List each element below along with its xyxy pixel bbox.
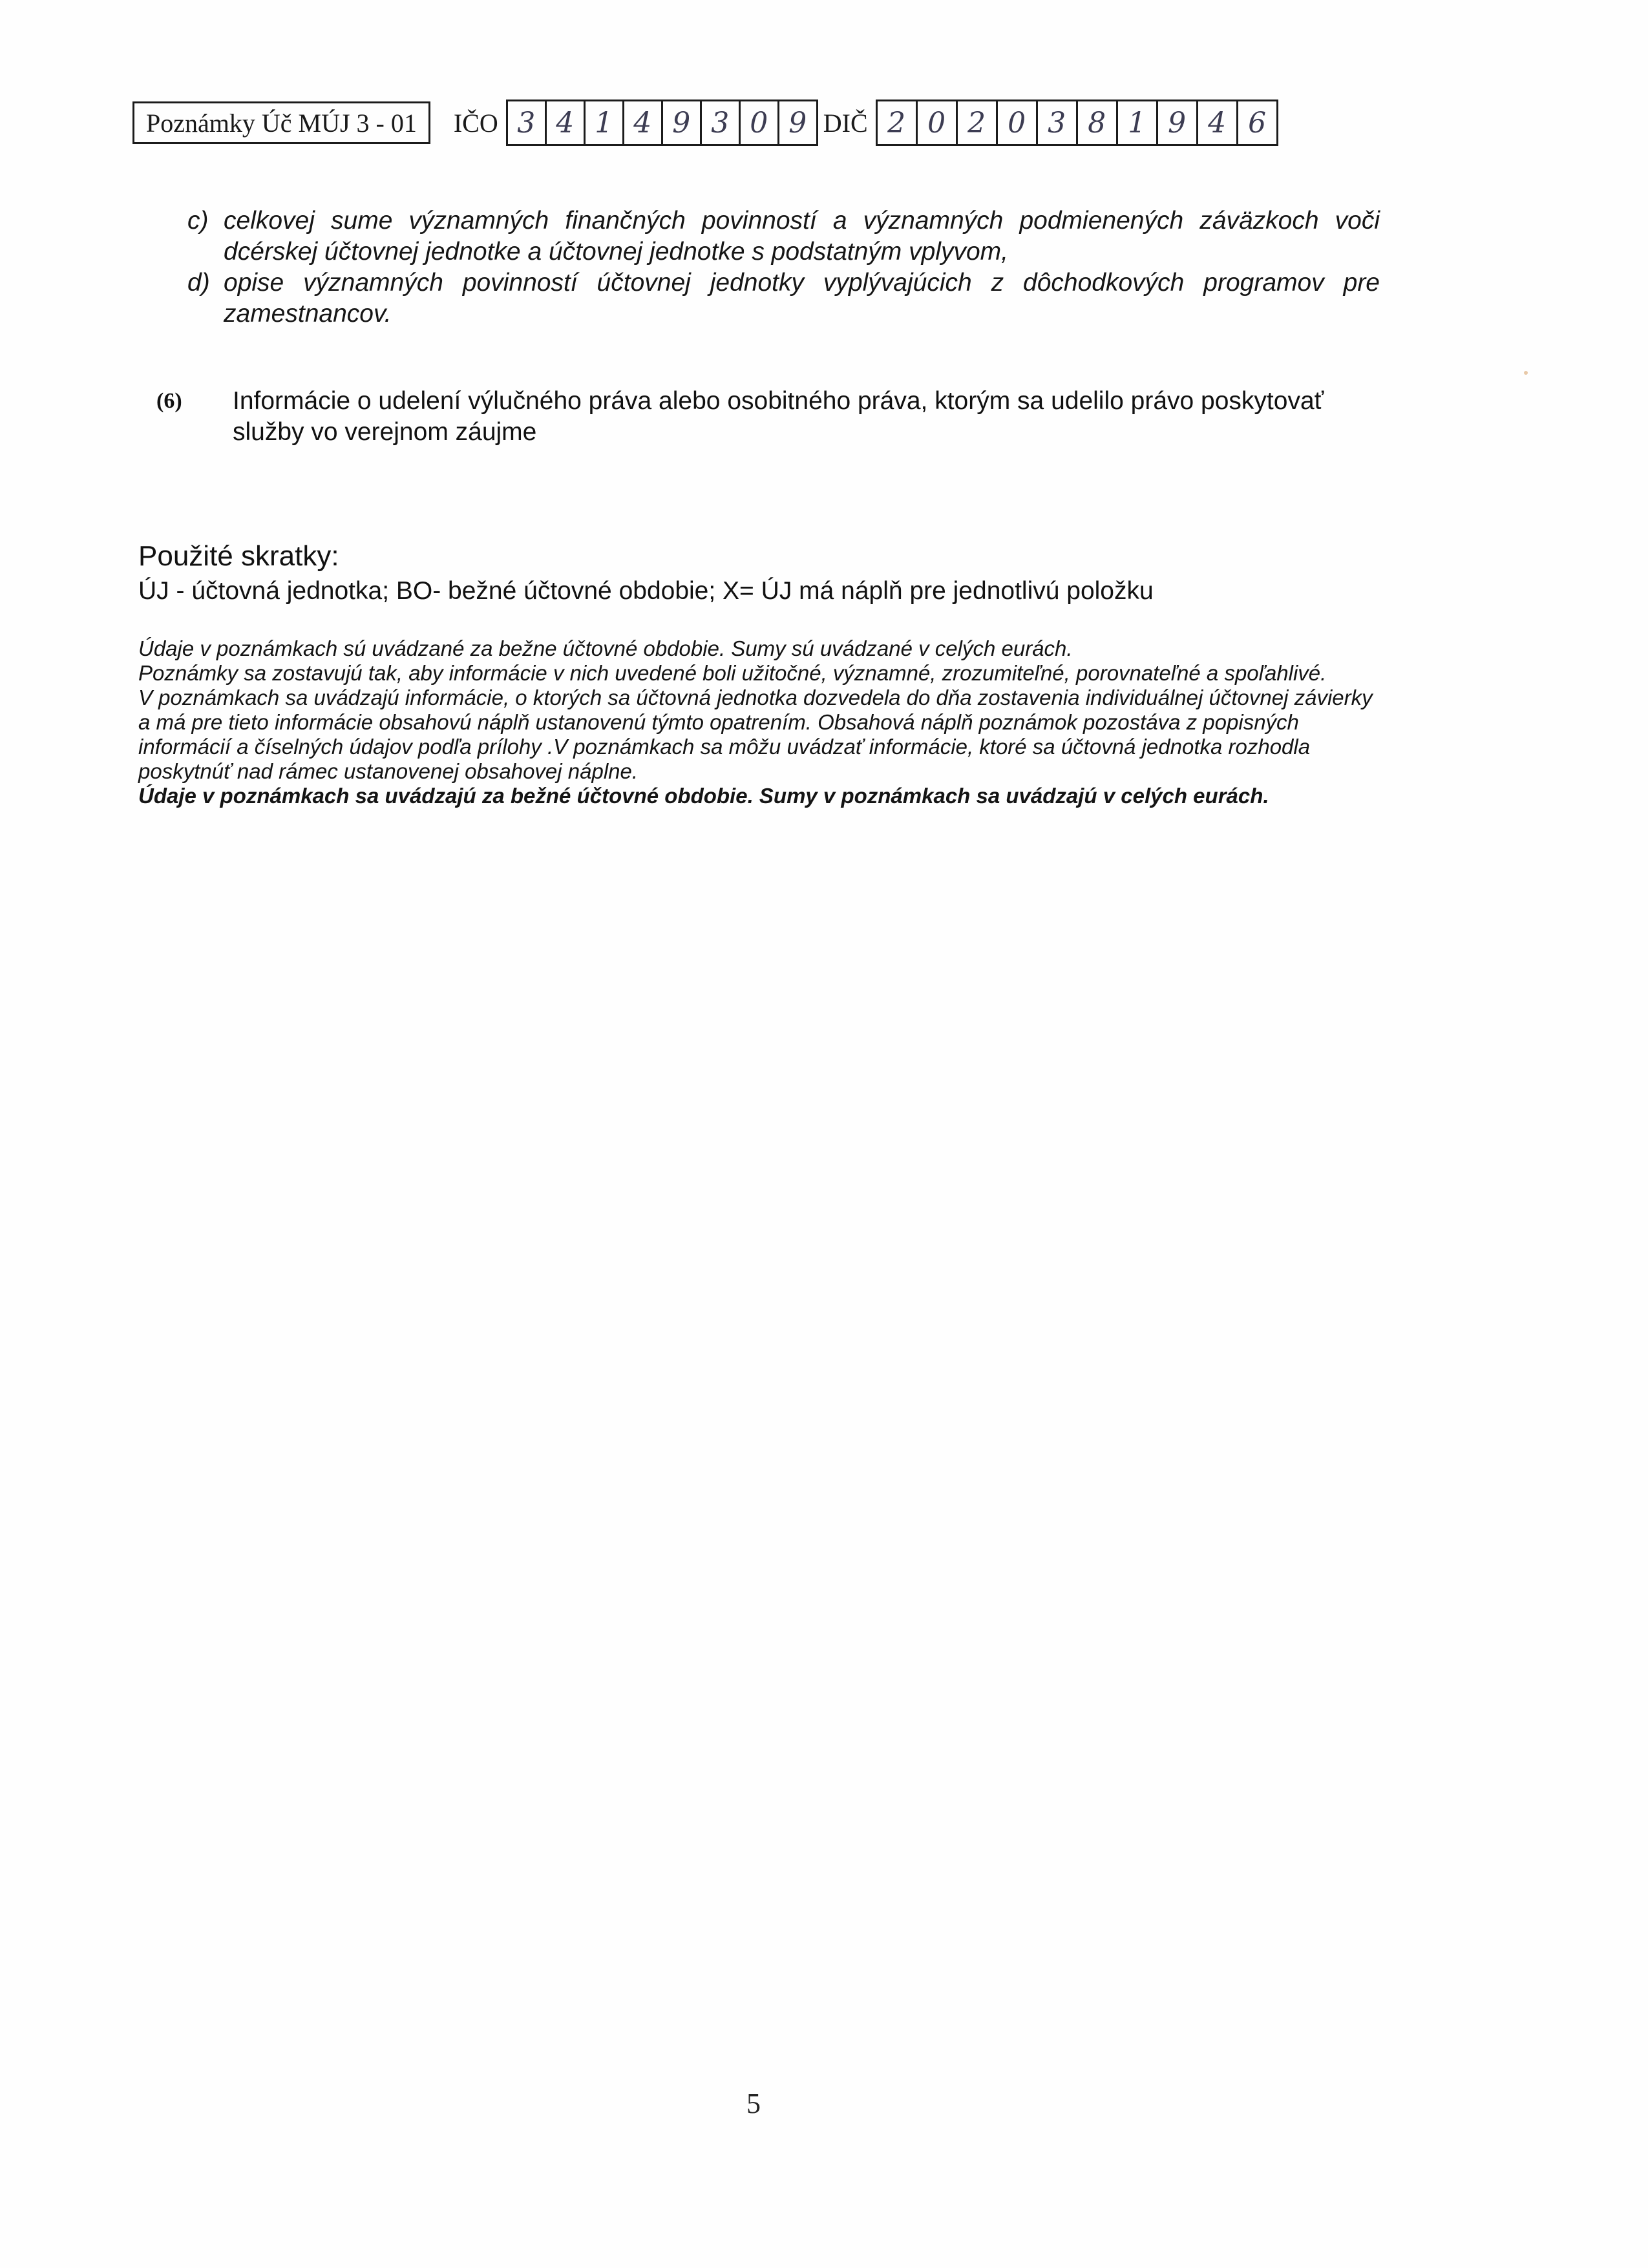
dic-digit: 2: [958, 101, 998, 144]
dic-digit: 0: [998, 101, 1038, 144]
section-6: [156, 386, 1371, 448]
notes-line: V poznámkach sa uvádzajú informácie, o ktorých sa účtovná jednotka dozvedela do dňa zostavenia individuálnej účtovnej závierky a má pre tieto informácie obsahovú náplň ustanovenú týmto opatrením. Obsahová náplň poznámok pozostáva z popisných informácií a číselných údajov podľa prílohy .V poznámkach sa môžu uvádzať informácie, ktoré sa účtovná jednotka rozhodla poskytnúť nad rámec ustanovenej obsahovej náplne.: [138, 686, 1373, 783]
list-text: opise významných povinností účtovnej jednotky vyplývajúcich z dôchodkových programov pre zamestnancov.: [224, 269, 1380, 328]
ico-digit: 9: [663, 101, 702, 144]
dic-digit: 4: [1198, 101, 1238, 144]
list-marker: c): [187, 207, 209, 235]
list-text: celkovej sume významných finančných povinností a významných podmienených záväzkoch voči dcérskej účtovnej jednotke a účtovnej jednotke s podstatným vplyvom,: [224, 207, 1380, 266]
dic-digit: 8: [1078, 101, 1118, 144]
form-header: [132, 100, 1278, 146]
ico-digit: 4: [624, 101, 663, 144]
dic-digit: 2: [878, 101, 918, 144]
scan-speck: [1524, 371, 1528, 375]
notes-bold-line: Údaje v poznámkach sa uvádzajú za bežné účtovné obdobie. Sumy v poznámkach sa uvádzajú v celých eurách.: [138, 784, 1269, 808]
ico-digit: 1: [586, 101, 624, 144]
ico-digit-boxes: [506, 100, 818, 146]
dic-digit: 0: [918, 101, 958, 144]
notes-line: Poznámky sa zostavujú tak, aby informácie v nich uvedené boli užitočné, významné, zrozumiteľné, porovnateľné a spoľahlivé.: [138, 661, 1327, 685]
page-number: 5: [746, 2088, 761, 2119]
form-label: Poznámky Úč MÚJ 3 - 01: [132, 101, 430, 144]
list-marker: d): [187, 269, 210, 297]
dic-digit: 6: [1248, 106, 1267, 140]
notes-block: [138, 636, 1386, 808]
list-item-d: [187, 268, 1380, 330]
dic-digit: 1: [1118, 101, 1158, 144]
ico-digit: 3: [508, 101, 547, 144]
ico-digit: 4: [547, 101, 586, 144]
dic-digit: 9: [1158, 101, 1198, 144]
ico-label: IČO: [453, 108, 498, 138]
abbreviations-text: ÚJ - účtovná jednotka; BO- bežné účtovné obdobie; X= ÚJ má náplň pre jednotlivú položku: [138, 577, 1154, 605]
abbreviations-title: Použité skratky:: [138, 540, 339, 572]
list-block: [187, 205, 1380, 330]
notes-line: Údaje v poznámkach sú uvádzané za bežne účtovné obdobie. Sumy sú uvádzané v celých eurách.: [138, 636, 1073, 660]
ico-digit: 0: [741, 101, 779, 144]
list-item-c: [187, 205, 1380, 268]
dic-digit-boxes: [876, 100, 1278, 146]
dic-label: DIČ: [823, 108, 868, 138]
dic-digit: 3: [1038, 101, 1078, 144]
section-text: Informácie o udelení výlučného práva alebo osobitného práva, ktorým sa udelilo právo poskytovať služby vo verejnom záujme: [233, 387, 1324, 446]
ico-digit: 3: [702, 101, 741, 144]
ico-digit: 9: [788, 106, 807, 140]
section-number: (6): [156, 389, 182, 413]
